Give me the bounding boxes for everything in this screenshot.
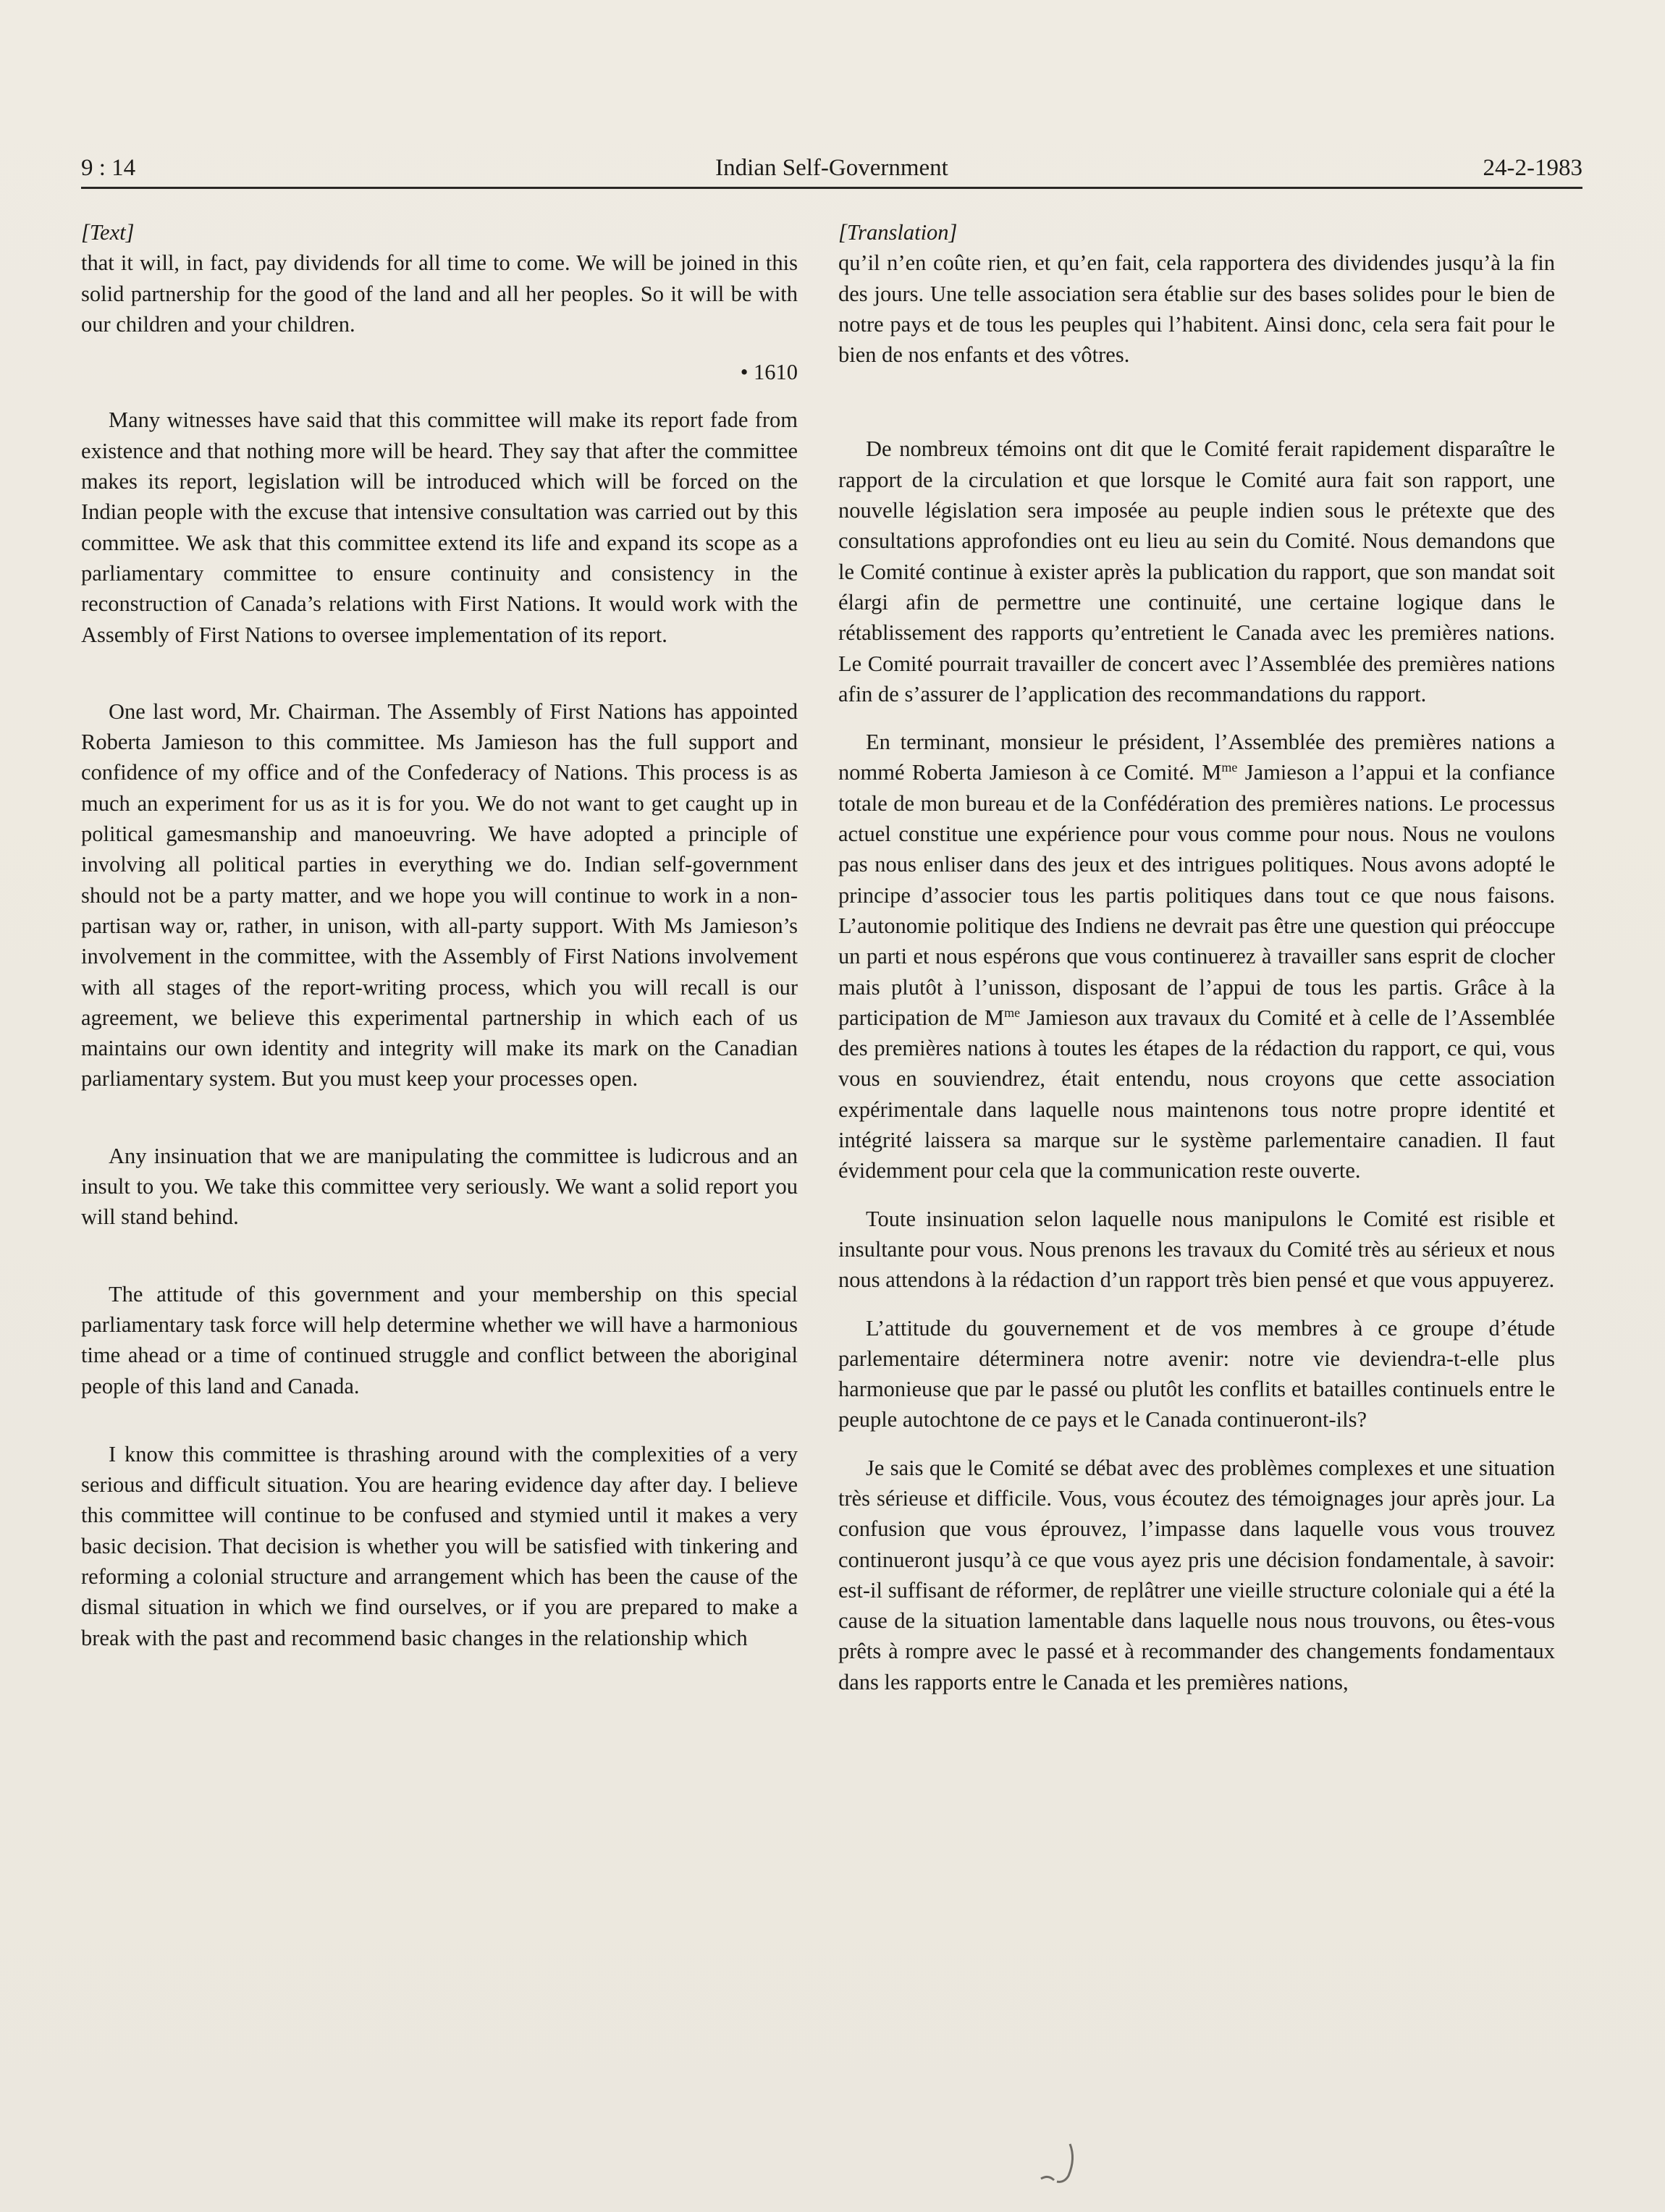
french-column: [838, 217, 1555, 1697]
paragraph-part: En terminant, monsieur le président, l’Assemblée des premières nations a nommé Roberta Jamieson à ce Comité. M: [838, 730, 1555, 785]
text-label: [Text]: [81, 220, 135, 245]
english-column: [81, 217, 798, 1653]
page-number: 9 : 14: [81, 155, 136, 181]
time-marker: • 1610: [740, 360, 798, 385]
pen-mark-icon: [1019, 2135, 1106, 2193]
paragraph: Je sais que le Comité se débat avec des problèmes complexes et une situation très sérieuse et difficile. Vous, vous écoutez des témoignages jour après jour. La confusion que vous éprouvez, l’impasse dans laquelle vous vous trouvez continueront jusqu’à ce que vous ayez pris une décision fondamentale, à savoir: est-il suffisant de réformer, de replâtrer une vieille structure coloniale qui a été la cause de la situation lamentable dans laquelle nous nous trouvons, ou êtes-vous prêts à rompre avec le passé et à recommander des changements fondamentaux dans les rapports entre le Canada et les premières nations,: [838, 1455, 1555, 1694]
paragraph: I know this committee is thrashing around with the complexities of a very serious and difficult situation. You are hearing evidence day after day. I believe this committee will continue to be confused and stymied until it makes a very basic decision. That decision is whether you will be satisfied with tinkering and reforming a colonial structure and arrangement which has been the cause of the dismal situation in which we find ourselves, or if you are prepared to make a break with the past and recommend basic changes in the relationship which: [81, 1441, 798, 1650]
paragraph: qu’il n’en coûte rien, et qu’en fait, cela rapportera des dividendes jusqu’à la fin des jours. Une telle association sera établie sur des bases solides pour le bien de notre pays et de tous les peuples qui l’habitent. Ainsi donc, cela sera fait pour le bien de nos enfants et des vôtres.: [838, 250, 1555, 368]
paragraph: De nombreux témoins ont dit que le Comité ferait rapidement disparaître le rapport de la circulation et que lorsque le Comité aura fait son rapport, une nouvelle législation sera imposée au peuple indien sous le prétexte que des consultations approfondies ont eu lieu au sein du Comité. Nous demandons que le Comité continue à exister après la publication du rapport, que son mandat soit élargi afin de permettre une continuité, une certaine logique dans le rétablissement des rapports qu’entretient le Canada avec les premières nations. Le Comité pourrait travailler de concert avec l’Assemblée des premières nations afin de s’assurer de l’application des recommandations du rapport.: [838, 436, 1555, 706]
superscript: me: [1004, 1005, 1021, 1020]
paragraph-part: Jamieson a l’appui et la confiance totale de mon bureau et de la Confédération des premières nations. Le processus actuel constitue une expérience pour vous comme pour nous. Nous ne voulons pas nous enliser dans des jeux et des intrigues politiques. Nous avons adopté le principe d’associer tous les partis politiques dans tout ce que nous faisons. L’autonomie politique des Indiens ne devrait pas être une question qui préoccupe un parti et nous espérons que vous continuerez à travailler sans esprit de clocher mais plutôt à l’unisson, disposant de l’appui de tous les partis. Grâce à la participation de M: [838, 760, 1555, 1030]
running-header: [81, 152, 1582, 190]
paragraph: that it will, in fact, pay dividends for all time to come. We will be joined in this solid partnership for the good of the land and all her peoples. So it will be with our children and your children.: [81, 250, 798, 337]
issue-date: 24-2-1983: [1483, 155, 1582, 181]
paragraph: The attitude of this government and your membership on this special parliamentary task force will help determine whether we will have a harmonious time ahead or a time of continued struggle and conflict between the aboriginal people of this land and Canada.: [81, 1281, 798, 1398]
paragraph: Many witnesses have said that this committee will make its report fade from existence and that nothing more will be heard. They say that after the committee makes its report, legislation will be introduced which will be forced on the Indian people with the excuse that intensive consultation was carried out by this committee. We ask that this committee extend its life and expand its scope as a parliamentary committee to ensure continuity and consistency in the reconstruction of Canada’s relations with First Nations. It would work with the Assembly of First Nations to oversee implementation of its report.: [81, 408, 798, 647]
paragraph: L’attitude du gouvernement et de vos membres à ce groupe d’étude parlementaire déterminera notre avenir: notre vie deviendra-t-elle plus harmonieuse que par le passé ou plutôt les conflits et batailles continuels entre le peuple autochtone de ce pays et le Canada continueront-ils?: [838, 1315, 1555, 1432]
publication-title: Indian Self-Government: [715, 155, 948, 181]
translation-label: [Translation]: [838, 220, 958, 245]
paragraph: [838, 727, 1555, 1186]
header-rule: [81, 187, 1582, 189]
paragraph: Any insinuation that we are manipulating the committee is ludicrous and an insult to you. We take this committee very seriously. We want a solid report you will stand behind.: [81, 1143, 798, 1230]
paragraph: Toute insinuation selon laquelle nous manipulons le Comité est risible et insultante pour vous. Nous prenons les travaux du Comité très au sérieux et nous nous attendons à la rédaction d’un rapport très bien pensé et que vous appuyerez.: [838, 1206, 1555, 1293]
paragraph-part: Jamieson aux travaux du Comité et à celle de l’Assemblée des premières nations à toutes les étapes de la rédaction du rapport, ce qui, vous vous en souviendrez, était entendu, nous croyons que cette association expérimentale dans laquelle nous maintenons tous notre propre identité et intégrité laissera sa marque sur le système parlementaire canadien. Il faut évidemment pour cela que la communication reste ouverte.: [838, 1005, 1555, 1183]
superscript: me: [1221, 760, 1238, 775]
paragraph: One last word, Mr. Chairman. The Assembly of First Nations has appointed Roberta Jamieson to this committee. Ms Jamieson has the full support and confidence of my office and of the Confederacy of Nations. This process is as much an experiment for us as it is for you. We do not want to get caught up in political gamesmanship and manoeuvring. We have adopted a principle of involving all political parties in everything we do. Indian self-government should not be a party matter, and we hope you will continue to work in a non-partisan way or, rather, in unison, with all-party support. With Ms Jamieson’s involvement in the committee, with the Assembly of First Nations involvement with all stages of the report-writing process, which you will recall is our agreement, we believe this experimental partnership in which each of us maintains our own identity and integrity will make its mark on the Canadian parliamentary system. But you must keep your processes open.: [81, 698, 798, 1092]
